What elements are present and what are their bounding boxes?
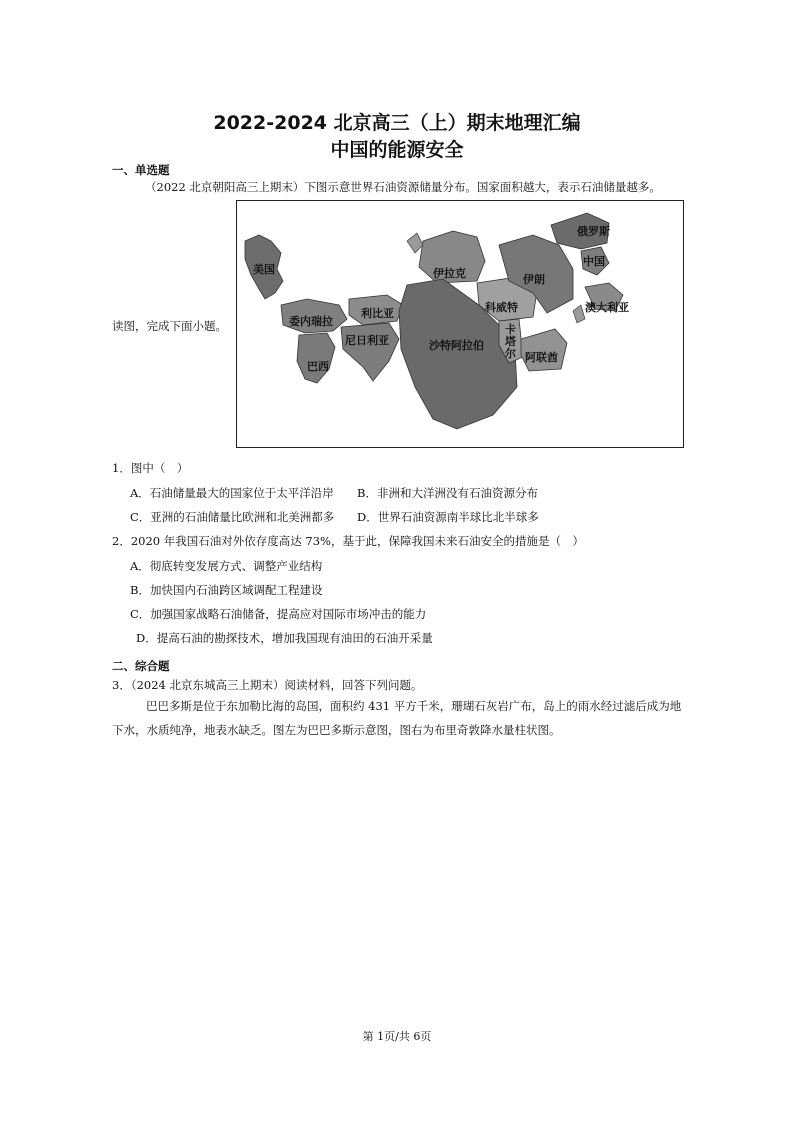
map-label-nigeria: 尼日利亚	[345, 334, 389, 347]
section-heading-comprehensive: 二、综合题	[112, 659, 170, 673]
map-label-australia: 澳大利亚	[585, 301, 629, 314]
map-label-venezuela: 委内瑞拉	[289, 315, 333, 328]
question-2-option-d: D．提高石油的勘探技术，增加我国现有油田的石油开采量	[136, 631, 433, 645]
map-region-island	[407, 233, 423, 253]
map-label-russia: 俄罗斯	[577, 225, 610, 238]
document-subtitle: 中国的能源安全	[330, 139, 464, 161]
question-2-option-b: B．加快国内石油跨区域调配工程建设	[130, 583, 323, 597]
question-1-option-b: B．非洲和大洋洲没有石油资源分布	[357, 486, 538, 500]
map-label-usa: 美国	[253, 263, 275, 276]
map-label-iraq: 伊拉克	[433, 267, 466, 280]
map-region-uae	[521, 329, 567, 371]
question-1-stem: 1．图中（ ）	[112, 461, 189, 475]
cartogram-svg	[237, 201, 682, 446]
section-heading-single-choice: 一、单选题	[112, 163, 170, 177]
question-2-stem: 2．2020 年我国石油对外依存度高达 73%，基于此，保障我国未来石油安全的措施是（ ）	[112, 534, 584, 548]
map-label-qatar-1: 卡	[505, 323, 516, 336]
map-label-libya: 利比亚	[361, 307, 394, 320]
map-label-china: 中国	[583, 255, 605, 268]
question-3-stem: 3．（2024 北京东城高三上期末）阅读材料，回答下列问题。	[112, 678, 423, 692]
page-footer: 第 1页/共 6页	[362, 1030, 432, 1043]
map-label-qatar-3: 尔	[505, 347, 516, 360]
map-label-uae: 阿联酋	[525, 351, 558, 364]
map-label-saudi-arabia: 沙特阿拉伯	[429, 339, 484, 352]
question-source-text: （2022 北京朝阳高三上期末）下图示意世界石油资源储量分布。国家面积越大，表示石油储量越多。	[145, 180, 661, 194]
map-label-iran: 伊朗	[523, 273, 545, 286]
map-label-qatar-2: 塔	[505, 335, 516, 348]
document-title: 2022-2024 北京高三（上）期末地理汇编	[213, 112, 581, 134]
map-label-brazil: 巴西	[307, 360, 329, 373]
read-map-instruction: 读图，完成下面小题。	[112, 319, 227, 333]
question-2-option-a: A．彻底转变发展方式、调整产业结构	[130, 559, 323, 573]
question-1-option-d: D．世界石油资源南半球比北半球多	[357, 510, 539, 524]
map-region-island	[573, 305, 585, 323]
question-3-material: 巴巴多斯是位于东加勒比海的岛国，面积约 431 平方千米，珊瑚石灰岩广布，岛上的雨水经过滤后成为地下水，水质纯净，地表水缺乏。图左为巴巴多斯示意图，图右为布里奇敦降水量柱状图。	[112, 699, 682, 737]
question-1-option-c: C．亚洲的石油储量比欧洲和北美洲都多	[130, 510, 335, 524]
question-2-option-c: C．加强国家战略石油储备，提高应对国际市场冲击的能力	[130, 607, 427, 621]
question-1-option-a: A．石油储量最大的国家位于太平洋沿岸	[130, 486, 334, 500]
map-region-brazil	[297, 333, 335, 383]
map-region-nigeria	[341, 323, 399, 381]
map-label-kuwait: 科威特	[485, 301, 518, 314]
oil-reserves-cartogram	[236, 200, 684, 448]
